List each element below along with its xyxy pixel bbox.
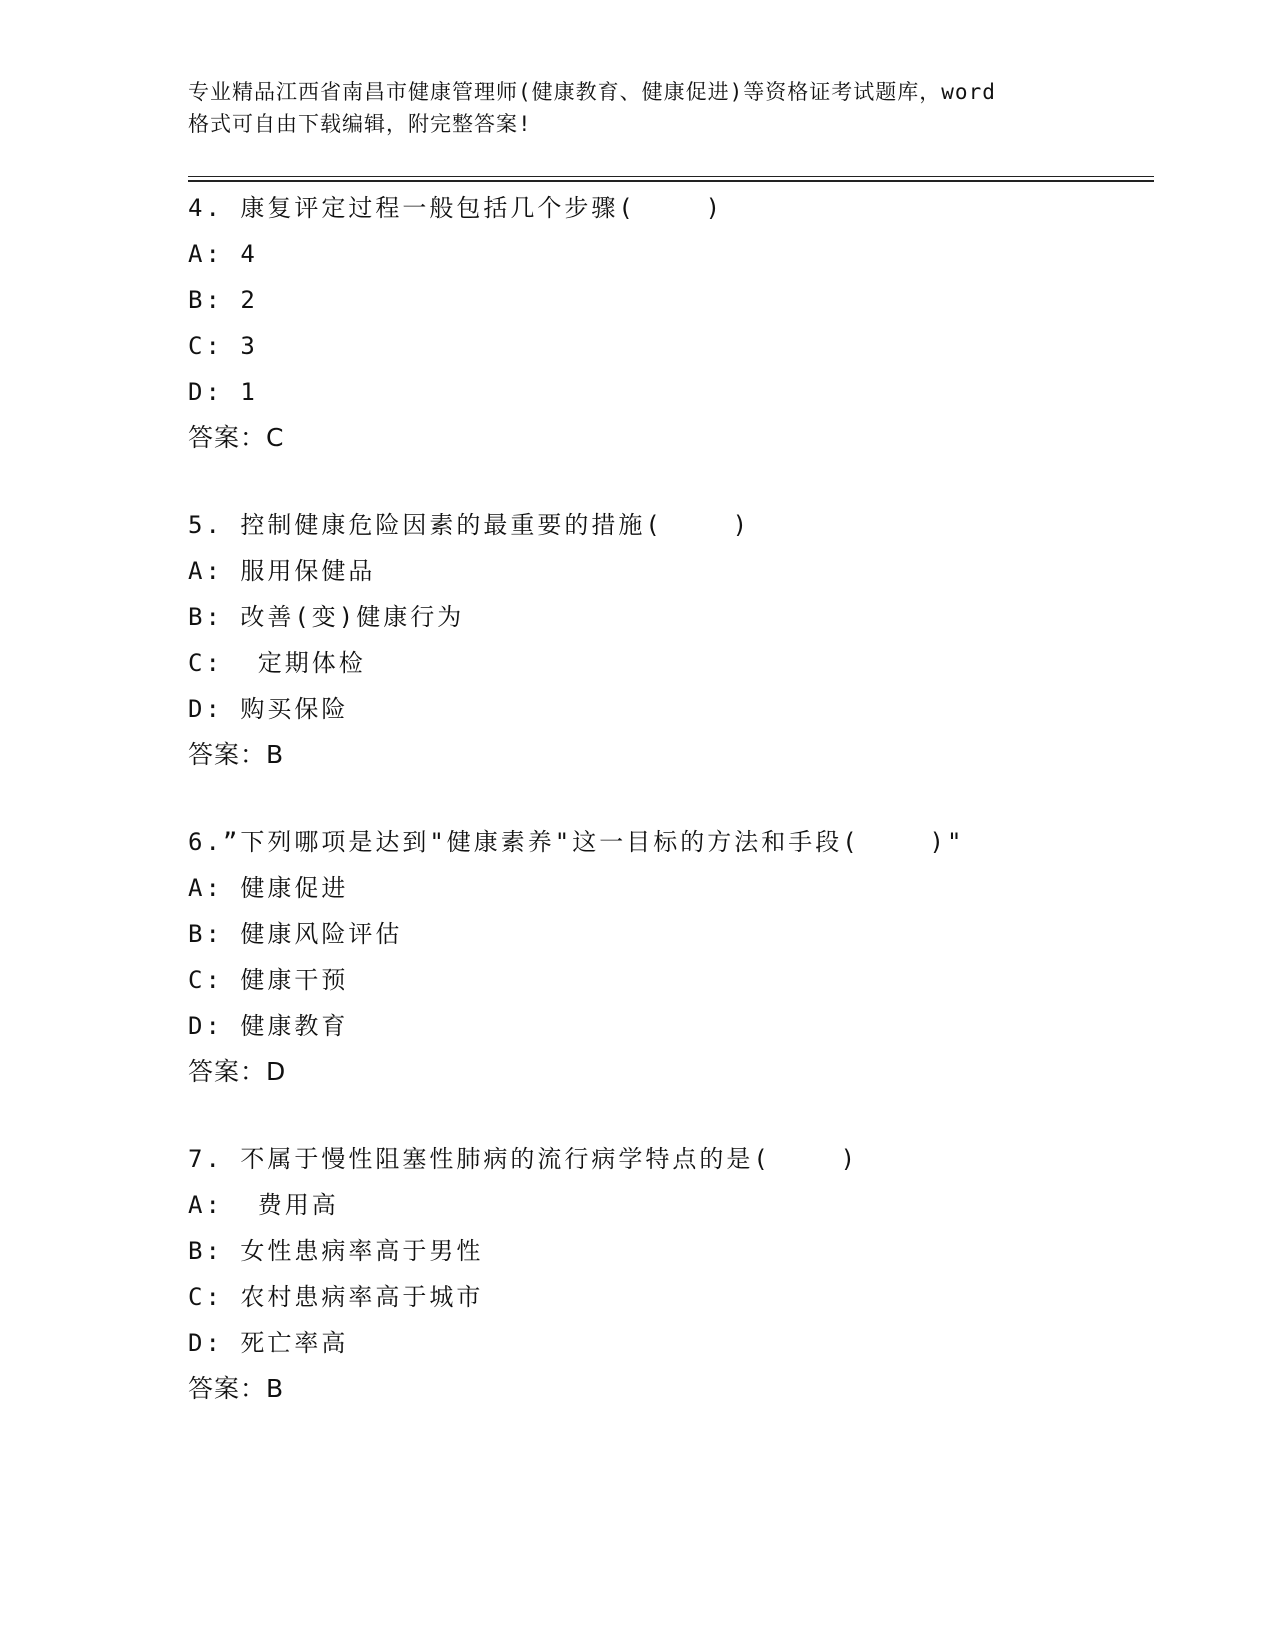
- option-b: B: 2: [188, 286, 258, 314]
- header-rule-top: [188, 176, 1154, 177]
- document-header: [188, 76, 1088, 140]
- answer-line: 答案：B: [188, 740, 285, 769]
- option-d: D: 死亡率高: [188, 1329, 349, 1357]
- answer-line: 答案：D: [188, 1057, 287, 1086]
- option-b: B: 女性患病率高于男性: [188, 1237, 484, 1265]
- option-c: C: 农村患病率高于城市: [188, 1283, 484, 1311]
- option-d: D: 购买保险: [188, 695, 349, 723]
- option-a: A: 费用高: [188, 1191, 339, 1219]
- option-a: A: 服用保健品: [188, 557, 376, 585]
- option-d: D: 1: [188, 378, 258, 406]
- question-stem: 4. 康复评定过程一般包括几个步骤( ): [188, 194, 724, 222]
- header-rule-bottom: [188, 180, 1154, 182]
- question-block: [188, 502, 1148, 778]
- option-b: B: 健康风险评估: [188, 920, 403, 948]
- answer-line: 答案：B: [188, 1374, 285, 1403]
- option-c: C: 3: [188, 332, 258, 360]
- header-line-1: 专业精品江西省南昌市健康管理师(健康教育、健康促进)等资格证考试题库，word: [188, 80, 996, 104]
- question-block: [188, 1136, 1148, 1412]
- option-b: B: 改善(变)健康行为: [188, 603, 465, 631]
- header-line-2: 格式可自由下载编辑，附完整答案!: [188, 112, 532, 136]
- question-stem: 7. 不属于慢性阻塞性肺病的流行病学特点的是( ): [188, 1145, 859, 1173]
- answer-line: 答案：C: [188, 423, 285, 452]
- question-block: [188, 819, 1148, 1095]
- option-d: D: 健康教育: [188, 1012, 349, 1040]
- option-c: C: 健康干预: [188, 966, 349, 994]
- question-stem: 5. 控制健康危险因素的最重要的措施( ): [188, 511, 751, 539]
- option-c: C: 定期体检: [188, 649, 366, 677]
- question-block: [188, 185, 1148, 461]
- option-a: A: 4: [188, 240, 258, 268]
- question-stem: 6.”下列哪项是达到"健康素养"这一目标的方法和手段( )": [188, 828, 965, 856]
- option-a: A: 健康促进: [188, 874, 349, 902]
